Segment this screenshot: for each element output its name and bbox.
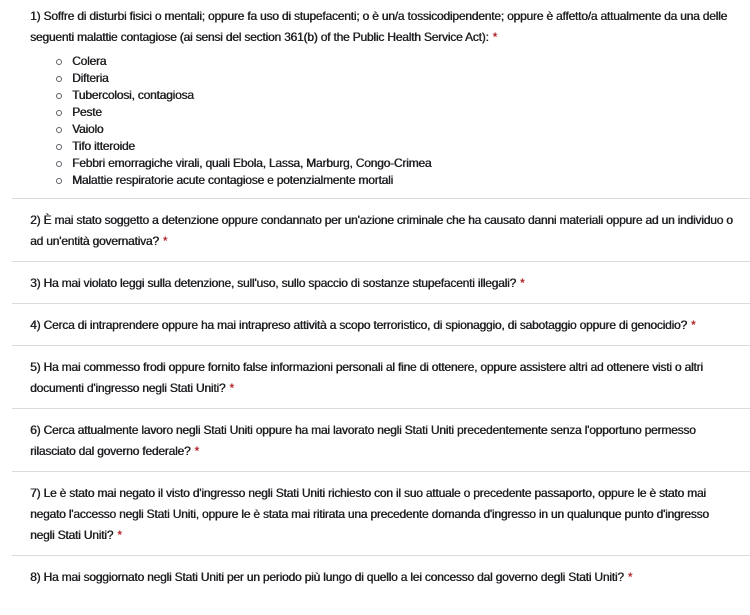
question-1-block <box>12 0 750 199</box>
list-item-label: Febbri emorragiche virali, quali Ebola, Lassa, Marburg, Congo-Crimea <box>72 156 432 170</box>
circle-bullet-icon <box>56 161 62 167</box>
list-item-label: Colera <box>72 54 107 68</box>
question-5-block <box>12 346 750 409</box>
list-item-peste <box>56 104 734 121</box>
question-8-label: 8) Ha mai soggiornato negli Stati Uniti per un periodo più lungo di quello a lei concesso dal governo degli Stati Uniti? <box>30 570 624 584</box>
question-5-label: 5) Ha mai commesso frodi oppure fornito false informazioni personali al fine di ottenere, oppure assistere altri ad ottenere visti o altri documenti d'ingresso negli Stati Uniti? <box>30 360 703 395</box>
list-item-label: Vaiolo <box>72 122 104 136</box>
question-7-text <box>30 483 734 546</box>
list-item-colera <box>56 53 734 70</box>
list-item-label: Peste <box>72 105 102 119</box>
question-3-block <box>12 262 750 304</box>
circle-bullet-icon <box>56 76 62 82</box>
list-item-difteria <box>56 70 734 87</box>
question-7-label: 7) Le è stato mai negato il visto d'ingresso negli Stati Uniti richiesto con il suo attuale o precedente passaporto, oppure le è stato mai negato l'accesso negli Stati Uniti, oppure le è stata mai ritirata una precedente domanda d'ingresso in un qualunque punto d'ingresso negli Stati Uniti? <box>30 486 709 542</box>
circle-bullet-icon <box>56 59 62 65</box>
required-asterisk: * <box>117 528 122 542</box>
question-1-label: 1) Soffre di disturbi fisici o mentali; oppure fa uso di stupefacenti; o è un/a tossicodipendente; oppure è affetto/a attualmente da una delle seguenti malattie contagiose (ai sensi del section 361(b) of the Public Health Service Act): <box>30 9 727 44</box>
list-item-label: Malattie respiratorie acute contagiose e potenzialmente mortali <box>72 173 393 187</box>
required-asterisk: * <box>492 30 498 44</box>
question-6-text <box>30 420 734 462</box>
list-item-label: Difteria <box>72 71 109 85</box>
question-8-block <box>12 556 750 597</box>
question-6-block <box>12 409 750 472</box>
list-item-malattie-respiratorie <box>56 172 734 189</box>
required-asterisk: * <box>229 381 234 395</box>
disease-list <box>30 53 734 189</box>
question-1-text <box>30 6 734 48</box>
required-asterisk: * <box>690 318 696 332</box>
question-2-block <box>12 199 750 262</box>
required-asterisk: * <box>627 570 633 584</box>
list-item-febbri-emorragiche <box>56 155 734 172</box>
question-3-text <box>30 273 734 294</box>
circle-bullet-icon <box>56 144 62 150</box>
question-4-block <box>12 304 750 346</box>
question-3-label: 3) Ha mai violato leggi sulla detenzione, sull'uso, sullo spaccio di sostanze stupefacenti illegali? <box>30 276 516 290</box>
circle-bullet-icon <box>56 178 62 184</box>
question-2-label: 2) È mai stato soggetto a detenzione oppure condannato per un'azione criminale che ha causato danni materiali oppure ad un individuo o ad un'entità governativa? <box>30 213 733 248</box>
question-5-text <box>30 357 734 399</box>
question-6-label: 6) Cerca attualmente lavoro negli Stati Uniti oppure ha mai lavorato negli Stati Uniti precedentemente senza l'opportuno permesso rilasciato dal governo federale? <box>30 423 696 458</box>
question-4-label: 4) Cerca di intraprendere oppure ha mai intrapreso attività a scopo terroristico, di spionaggio, di sabotaggio oppure di genocidio? <box>30 318 687 332</box>
required-asterisk: * <box>162 234 168 248</box>
question-8-text <box>30 567 734 588</box>
circle-bullet-icon <box>56 127 62 133</box>
required-asterisk: * <box>194 444 199 458</box>
circle-bullet-icon <box>56 110 62 116</box>
list-item-label: Tifo itteroide <box>72 139 135 153</box>
question-7-block <box>12 472 750 556</box>
list-item-tubercolosi <box>56 87 734 104</box>
circle-bullet-icon <box>56 93 62 99</box>
list-item-label: Tubercolosi, contagiosa <box>72 88 194 102</box>
required-asterisk: * <box>519 276 525 290</box>
question-4-text <box>30 315 734 336</box>
question-2-text <box>30 210 734 252</box>
list-item-tifo <box>56 138 734 155</box>
list-item-vaiolo <box>56 121 734 138</box>
